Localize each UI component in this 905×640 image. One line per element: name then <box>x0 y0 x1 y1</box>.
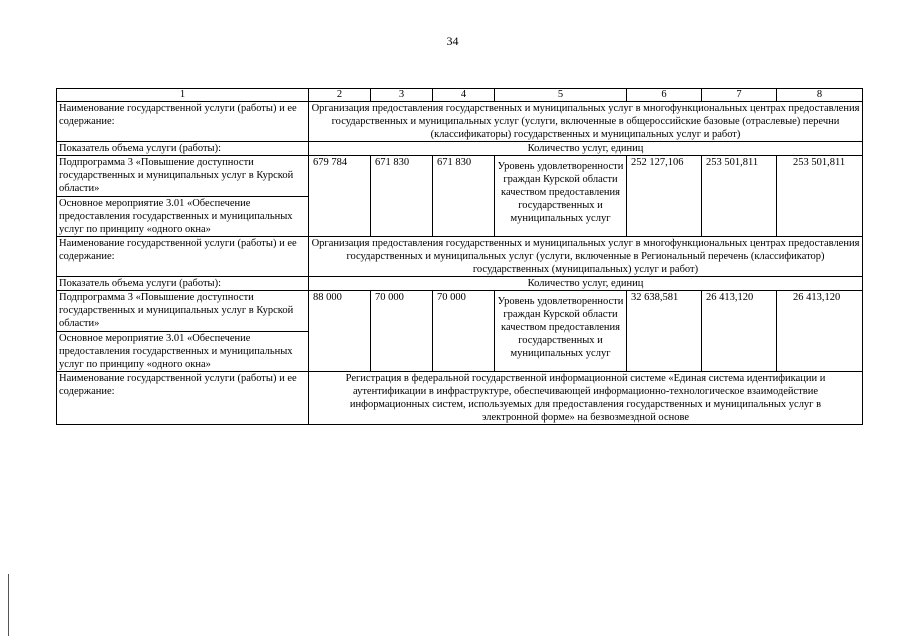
service-name-row <box>57 237 863 277</box>
column-number: 4 <box>433 89 495 102</box>
value-col-4: 70 000 <box>433 291 495 372</box>
service-name-label: Наименование государственной услуги (работы) и ее содержание: <box>57 102 309 142</box>
service-name-value: Организация предоставления государственных и муниципальных услуг в многофункциональных центрах предоставления государственных и муниципальных услуг (услуги, включенные в общероссийские базовые (отраслевые) перечни (классификаторы) государственных и муниципальных услуг и работ) <box>309 102 863 142</box>
subprogram-row <box>57 156 863 197</box>
quality-indicator: Уровень удовлетворенности граждан Курской области качеством предоставления государственных и муниципальных услуг <box>495 291 627 372</box>
volume-indicator-row <box>57 277 863 291</box>
main-measure: Основное мероприятие 3.01 «Обеспечение предоставления государственных и муниципальных услуг по принципу «одного окна» <box>57 332 309 372</box>
value-col-4: 671 830 <box>433 156 495 237</box>
column-number: 5 <box>495 89 627 102</box>
column-number: 3 <box>371 89 433 102</box>
column-number-row <box>57 89 863 102</box>
subprogram-name: Подпрограмма 3 «Повышение доступности государственных и муниципальных услуг в Курской области» <box>57 156 309 197</box>
volume-indicator-label: Показатель объема услуги (работы): <box>57 142 309 156</box>
column-number: 7 <box>702 89 777 102</box>
service-name-value: Регистрация в федеральной государственной информационной системе «Единая система идентификации и аутентификации в инфраструктуре, обеспечивающей информационно-технологическое взаимодействие информационных систем, используемых для предоставления государственных и муниципальных услуг в электронной форме» на безвозмездной основе <box>309 372 863 425</box>
value-col-8: 253 501,811 <box>777 156 863 237</box>
service-name-label: Наименование государственной услуги (работы) и ее содержание: <box>57 237 309 277</box>
value-col-3: 70 000 <box>371 291 433 372</box>
page-number: 34 <box>446 34 459 48</box>
subprogram-name: Подпрограмма 3 «Повышение доступности государственных и муниципальных услуг в Курской области» <box>57 291 309 332</box>
volume-indicator-value: Количество услуг, единиц <box>309 142 863 156</box>
value-col-7: 253 501,811 <box>702 156 777 237</box>
service-name-label: Наименование государственной услуги (работы) и ее содержание: <box>57 372 309 425</box>
quality-indicator: Уровень удовлетворенности граждан Курской области качеством предоставления государственных и муниципальных услуг <box>495 156 627 237</box>
service-name-row <box>57 372 863 425</box>
main-measure: Основное мероприятие 3.01 «Обеспечение предоставления государственных и муниципальных услуг по принципу «одного окна» <box>57 197 309 237</box>
volume-indicator-label: Показатель объема услуги (работы): <box>57 277 309 291</box>
volume-indicator-value: Количество услуг, единиц <box>309 277 863 291</box>
services-table <box>56 88 863 425</box>
value-col-7: 26 413,120 <box>702 291 777 372</box>
subprogram-row <box>57 291 863 332</box>
value-col-2: 679 784 <box>309 156 371 237</box>
value-col-6: 32 638,581 <box>627 291 702 372</box>
volume-indicator-row <box>57 142 863 156</box>
value-col-6: 252 127,106 <box>627 156 702 237</box>
column-number: 1 <box>57 89 309 102</box>
value-col-2: 88 000 <box>309 291 371 372</box>
service-name-row <box>57 102 863 142</box>
column-number: 2 <box>309 89 371 102</box>
value-col-8: 26 413,120 <box>777 291 863 372</box>
column-number: 6 <box>627 89 702 102</box>
service-name-value: Организация предоставления государственных и муниципальных услуг в многофункциональных центрах предоставления государственных и муниципальных услуг (услуги, включенные в Региональный перечень (классификатор) государственных (муниципальных) услуг и работ) <box>309 237 863 277</box>
value-col-3: 671 830 <box>371 156 433 237</box>
column-number: 8 <box>777 89 863 102</box>
margin-line <box>8 574 9 636</box>
